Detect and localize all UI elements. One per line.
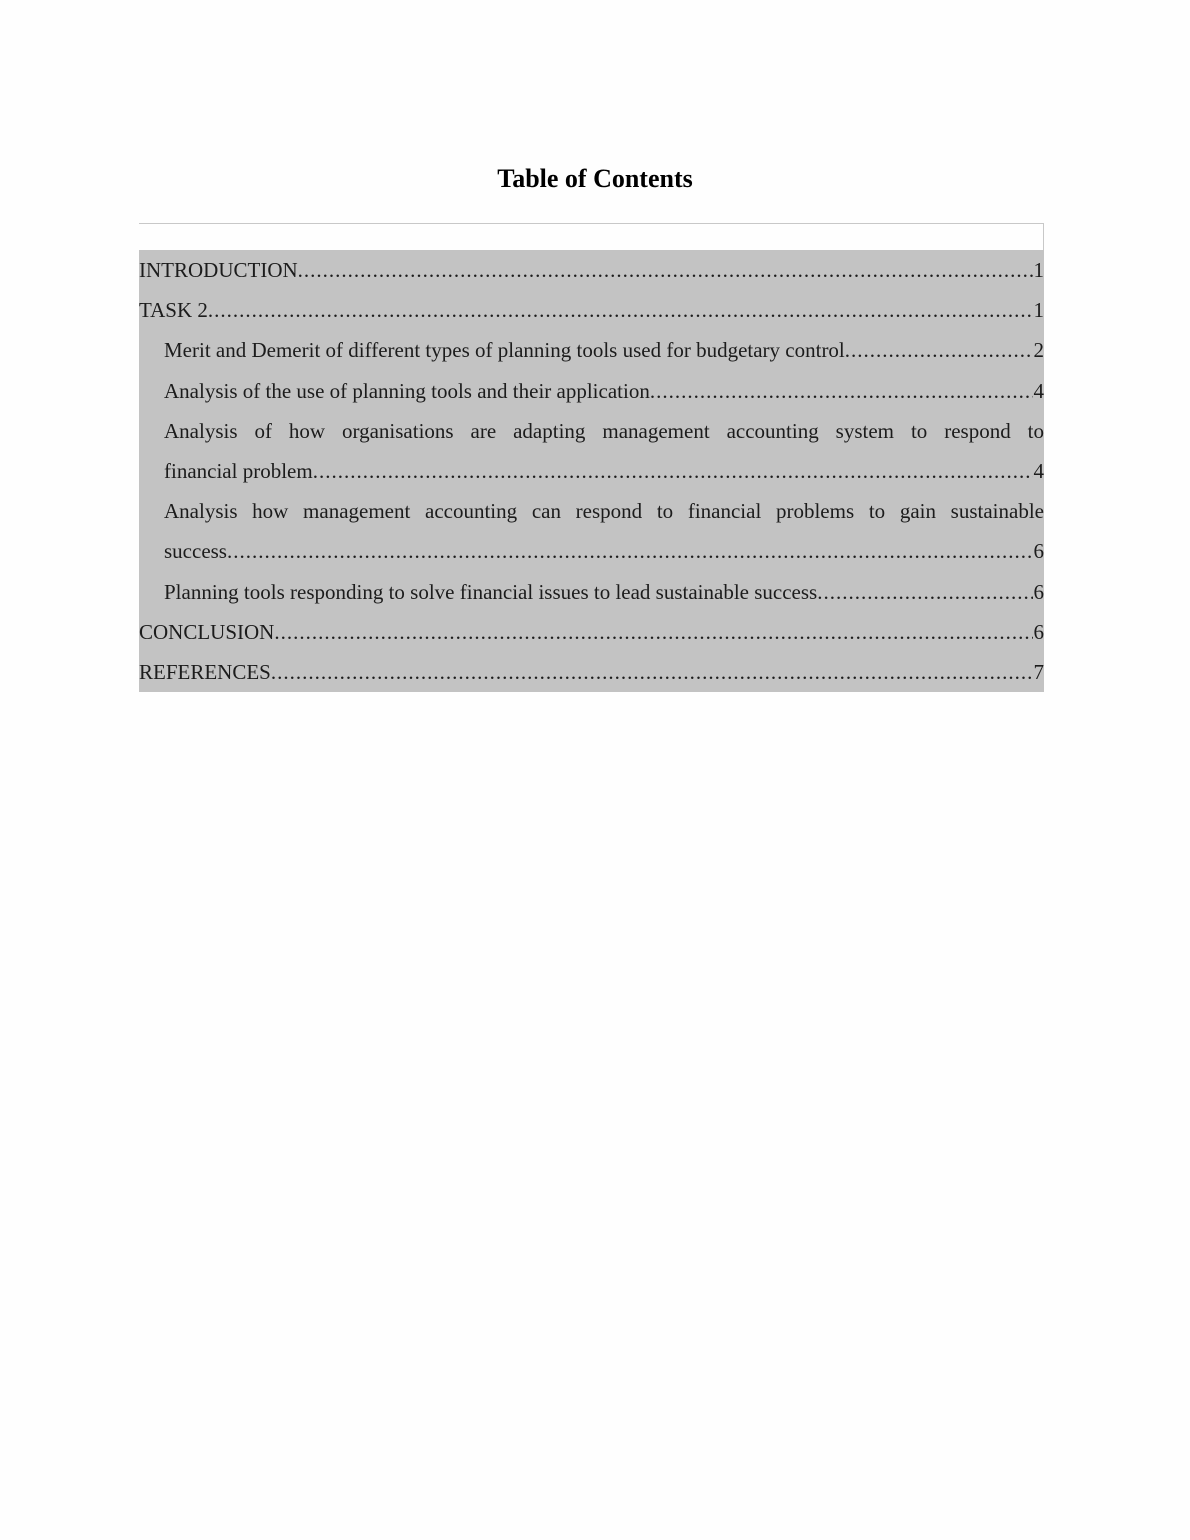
- toc-entry-text: Planning tools responding to solve financial issues to lead sustainable success: [164, 579, 818, 604]
- toc-entry-text: TASK 2: [139, 298, 208, 323]
- toc-entry-text: Merit and Demerit of different types of planning tools used for budgetary control: [164, 338, 845, 363]
- toc-page-number: 7: [1033, 660, 1044, 685]
- toc-dot-leader: [274, 612, 1032, 652]
- toc-entry-text: success: [164, 539, 227, 564]
- toc-page-number: 4: [1033, 459, 1044, 484]
- toc-entry-planning-tools-financial-issues[interactable]: [139, 572, 1044, 612]
- toc-page-number: 4: [1033, 378, 1044, 403]
- toc-block: [139, 250, 1044, 692]
- toc-frame-border: [139, 223, 1044, 251]
- toc-entry-references[interactable]: [139, 652, 1044, 692]
- toc-page-number: 6: [1033, 619, 1044, 644]
- toc-entry-text: REFERENCES: [139, 660, 271, 685]
- toc-entry-text: INTRODUCTION: [139, 258, 298, 282]
- toc-entry-merit-demerit[interactable]: [139, 330, 1044, 370]
- toc-entry-text: CONCLUSION: [139, 619, 275, 644]
- toc-entry-first-line: Analysis of how organisations are adapting management accounting system to respond to: [164, 418, 1044, 443]
- toc-dot-leader: [298, 250, 1033, 290]
- toc-entry-introduction[interactable]: [139, 250, 1044, 290]
- toc-dot-leader: [845, 330, 1033, 370]
- toc-page-number: 6: [1033, 539, 1044, 564]
- toc-title: Table of Contents: [497, 164, 693, 193]
- toc-entry-conclusion[interactable]: [139, 612, 1044, 652]
- toc-entry-task-2[interactable]: [139, 290, 1044, 330]
- toc-entry-text: financial problem: [164, 459, 313, 484]
- toc-dot-leader: [817, 572, 1032, 612]
- toc-dot-leader: [650, 371, 1033, 411]
- toc-page-number: 1: [1033, 258, 1044, 282]
- toc-dot-leader: [271, 652, 1033, 692]
- toc-entry-sustainable-success[interactable]: [139, 491, 1044, 571]
- toc-entry-text: Analysis of the use of planning tools and their application: [164, 378, 650, 403]
- toc-dot-leader: [227, 531, 1033, 571]
- toc-dot-leader: [208, 290, 1033, 330]
- toc-dot-leader: [313, 451, 1033, 491]
- toc-entry-planning-tools-application[interactable]: [139, 371, 1044, 411]
- toc-page-number: 1: [1033, 298, 1044, 323]
- toc-entry-organisations-adapting[interactable]: [139, 411, 1044, 491]
- toc-page-number: 2: [1033, 338, 1044, 363]
- toc-page-number: 6: [1033, 579, 1044, 604]
- toc-entry-first-line: Analysis how management accounting can respond to financial problems to gain sustainable: [164, 499, 1044, 524]
